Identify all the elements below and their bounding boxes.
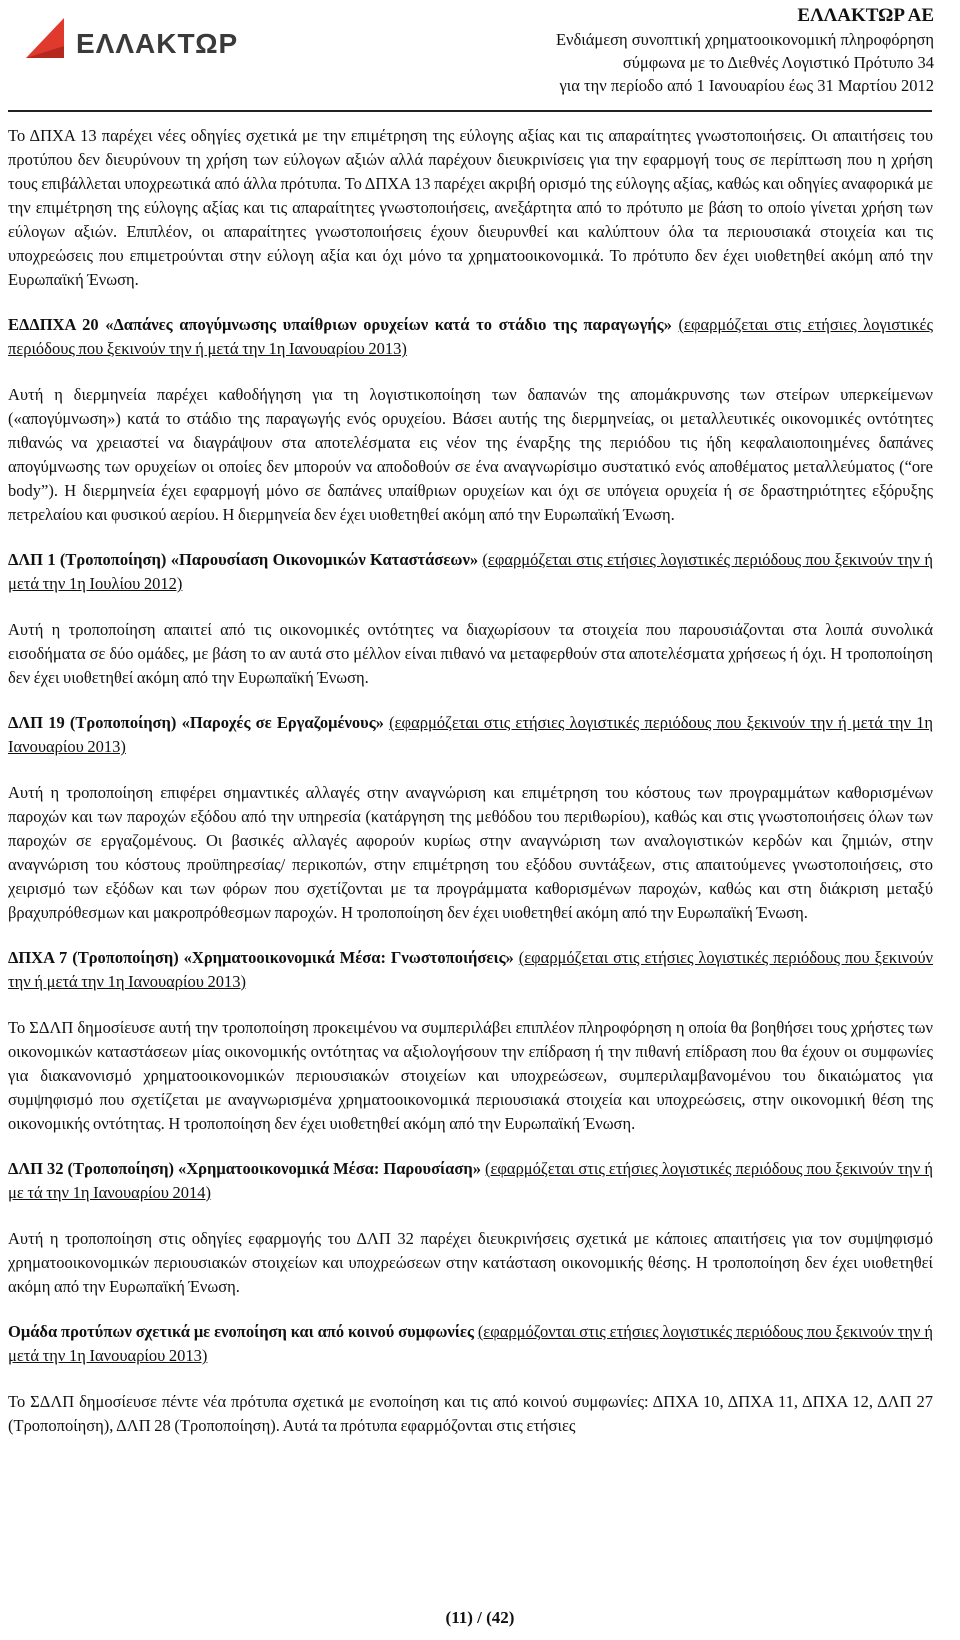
section-5-body: Αυτή η τροποποίηση στις οδηγίες εφαρμογής του ΔΛΠ 32 παρέχει διευκρινήσεις σχετικά με κάποιες απαιτήσεις για τον συμψηφισμό χρηματοοικονομικών περιουσιακών στοιχείων και υποχρεώσεων στην κατάσταση οικονομικής θέσης. Η τροποποίηση δεν έχει υιοθετηθεί ακόμη από την Ευρωπαϊκή Ένωση. bbox=[8, 1229, 933, 1296]
section-6-effective-date: (εφαρμόζονται στις ετήσιες λογιστικές περιόδους που ξεκινούν την ή μετά την 1η Ιανουαρίου 2013) bbox=[8, 1322, 933, 1365]
section-2-effective-date: (εφαρμόζεται στις ετήσιες λογιστικές περιόδους που ξεκινούν την ή μετά την 1η Ιουλίου 2012) bbox=[8, 550, 933, 593]
report-title-line-2: σύμφωνα με το Διεθνές Λογιστικό Πρότυπο 34 bbox=[622, 53, 934, 72]
section-0-body: Το ΔΠΧΑ 13 παρέχει νέες οδηγίες σχετικά με την επιμέτρηση της εύλογης αξίας και τις απαραίτητες γνωστοποιήσεις. Οι απαιτήσεις του προτύπου δεν διευρύνουν τη χρήση των εύλογων αξιών αλλά παρέχουν διευκρινίσεις για την εφαρμογή τους σε περίπτωση που η χρήση τους επιβάλλεται υποχρεωτικά από άλλα πρότυπα. Το ΔΠΧΑ 13 παρέχει ακριβή ορισμό της εύλογης αξίας, καθώς και οδηγίες αναφορικά με την επιμέτρηση της εύλογης αξίας και τις απαραίτητες γνωστοποιήσεις, ανεξάρτητα από το πρότυπο με βάση το οποίο γίνεται χρήση των εύλογων αξιών. Επιπλέον, οι απαραίτητες γνωστοποιήσεις έχουν διευρυνθεί και καλύπτουν όλα τα περιουσιακά στοιχεία και τις υποχρεώσεις που επιμετρούνται στην εύλογη αξία και όχι μόνο τα χρηματοοικονομικά. Το πρότυπο δεν έχει υιοθετηθεί ακόμη από την Ευρωπαϊκή Ένωση. bbox=[8, 126, 933, 289]
company-name: ΕΛΛΑΚΤΩΡ ΑΕ bbox=[797, 5, 934, 26]
report-period: για την περίοδο από 1 Ιανουαρίου έως 31 Μαρτίου 2012 bbox=[559, 76, 934, 95]
section-2-title: ΔΛΠ 1 (Τροποποίηση) «Παρουσίαση Οικονομικών Καταστάσεων» bbox=[8, 550, 479, 569]
section-1-effective-date: (εφαρμόζεται στις ετήσιες λογιστικές περιόδους που ξεκινούν την ή μετά την 1η Ιανουαρίου 2013) bbox=[8, 315, 933, 358]
section-4-title: ΔΠΧΑ 7 (Τροποποίηση) «Χρηματοοικονομικά Μέσα: Γνωστοποιήσεις» bbox=[8, 948, 514, 967]
section-2-heading bbox=[8, 548, 933, 596]
section-1-title: ΕΔΔΠΧΑ 20 «Δαπάνες απογύμνωσης υπαίθριων ορυχείων κατά το στάδιο της παραγωγής» bbox=[8, 315, 672, 334]
page-number: (11) / (42) bbox=[445, 1608, 515, 1627]
section-4-effective-date: (εφαρμόζεται στις ετήσιες λογιστικές περιόδους που ξεκινούν την ή μετά την 1η Ιανουαρίου 2013) bbox=[8, 948, 933, 991]
header-divider bbox=[8, 110, 932, 112]
section-3-body: Αυτή η τροποποίηση επιφέρει σημαντικές αλλαγές στην αναγνώριση και επιμέτρηση του κόστους των προγραμμάτων καθορισμένων παροχών και των παροχών εξόδου από την υπηρεσία (κατάργηση της μεθόδου του περιθωρίου), καθώς και στις γνωστοποιήσεις όλων των παροχών σε εργαζομένους. Οι βασικές αλλαγές αφορούν κυρίως στην αναγνώριση των αναλογιστικών κερδών και ζημιών, στην αναγνώριση του κόστους προϋπηρεσίας/ περικοπών, στην επιμέτρηση του εξόδου συντάξεων, στις απαιτούμενες γνωστοποιήσεις, στο χειρισμό των εξόδων και των φόρων που σχετίζονται με τα προγράμματα καθορισμένων παροχών, καθώς και στη διάκριση μεταξύ βραχυπρόθεσμων και μακροπρόθεσμων παροχών. Η τροποποίηση δεν έχει υιοθετηθεί ακόμη από την Ευρωπαϊκή Ένωση. bbox=[8, 783, 933, 922]
logo-triangle-icon bbox=[24, 16, 68, 60]
section-4-heading bbox=[8, 946, 933, 994]
company-logo bbox=[24, 14, 284, 70]
section-1-body: Αυτή η διερμηνεία παρέχει καθοδήγηση για τη λογιστικοποίηση των δαπανών της απομάκρυνσης των στείρων υπερκείμενων («απογύμνωση») κατά το στάδιο της παραγωγής ενός ορυχείου. Βάσει αυτής της διερμηνείας, οι μεταλλευτικές οικονομικές οντότητες πιθανώς να χρειαστεί να διαγράψουν στα αποτελέσματα εις νέον της έναρξης της περιόδου τις ήδη κεφαλαιοποιημένες δαπάνες απογύμνωσης των ορυχείων οι οποίες δεν μπορούν να αποδοθούν σε ένα αναγνωρίσιμο συστατικό ενός αποθέματος μεταλλεύματος (“ore body”). Η διερμηνεία έχει εφαρμογή μόνο σε δαπάνες υπαίθριων ορυχείων και όχι σε υπόγεια ορυχεία ή σε δραστηριότητες εξόρυξης πετρελαίου και φυσικού αερίου. Η διερμηνεία δεν έχει υιοθετηθεί ακόμη από την Ευρωπαϊκή Ένωση. bbox=[8, 385, 933, 524]
section-5-effective-date: (εφαρμόζεται στις ετήσιες λογιστικές περιόδους που ξεκινούν την ή με τά την 1η Ιανουαρίου 2014) bbox=[8, 1159, 933, 1202]
section-3-effective-date: (εφαρμόζεται στις ετήσιες λογιστικές περιόδους που ξεκινούν την ή μετά την 1η Ιανουαρίου 2013) bbox=[8, 713, 934, 756]
section-3-heading bbox=[8, 711, 933, 759]
section-3-title: ΔΛΠ 19 (Τροποποίηση) «Παροχές σε Εργαζομένους» bbox=[8, 713, 384, 732]
document-body bbox=[8, 124, 933, 1459]
page-header bbox=[0, 0, 960, 112]
section-1-heading bbox=[8, 313, 933, 361]
section-4-body: Το ΣΔΛΠ δημοσίευσε αυτή την τροποποίηση προκειμένου να συμπεριλάβει επιπλέον πληροφόρηση η οποία θα βοηθήσει τους χρήστες των οικονομικών καταστάσεων μίας οικονομικής οντότητας να αξιολογήσουν την επίδραση ή την πιθανή επίδραση που θα έχουν οι συμφωνίες για διακανονισμό χρηματοοικονομικών περιουσιακών στοιχείων και υποχρεώσεων, συμπεριλαμβανομένου του δικαιώματος για συμψηφισμό που σχετίζεται με αναγνωρισμένα χρηματοοικονομικά περιουσιακά στοιχεία και υποχρεώσεις, στην οικονομική θέση της οικονομικής οντότητας. Η τροποποίηση δεν έχει υιοθετηθεί ακόμη από την Ευρωπαϊκή Ένωση. bbox=[8, 1018, 933, 1133]
section-2-body: Αυτή η τροποποίηση απαιτεί από τις οικονομικές οντότητες να διαχωρίσουν τα στοιχεία που παρουσιάζονται στα λοιπά συνολικά εισοδήματα σε δύο ομάδες, με βάση το αν αυτά στο μέλλον είναι πιθανό να μεταφερθούν στα αποτελέσματα χρήσεως ή όχι. Η τροποποίηση δεν έχει υιοθετηθεί ακόμη από την Ευρωπαϊκή Ένωση. bbox=[8, 620, 933, 687]
section-5-title: ΔΛΠ 32 (Τροποποίηση) «Χρηματοοικονομικά Μέσα: Παρουσίαση» bbox=[8, 1159, 481, 1178]
section-6-title: Ομάδα προτύπων σχετικά με ενοποίηση και από κοινού συμφωνίες bbox=[8, 1322, 474, 1341]
section-6-heading bbox=[8, 1320, 933, 1368]
section-5-heading bbox=[8, 1157, 933, 1205]
report-title-line-1: Ενδιάμεση συνοπτική χρηματοοικονομική πληροφόρηση bbox=[555, 30, 934, 49]
header-info bbox=[556, 4, 934, 97]
section-6-body: Το ΣΔΛΠ δημοσίευσε πέντε νέα πρότυπα σχετικά με ενοποίηση και τις από κοινού συμφωνίες: ΔΠΧΑ 10, ΔΠΧΑ 11, ΔΠΧΑ 12, ΔΛΠ 27 (Τροποποίηση), ΔΛΠ 28 (Τροποποίηση). Αυτά τα πρότυπα εφαρμόζονται στις ετήσιες bbox=[8, 1392, 933, 1435]
logo-wordmark: ΕΛΛΑΚΤΩΡ bbox=[76, 28, 239, 59]
